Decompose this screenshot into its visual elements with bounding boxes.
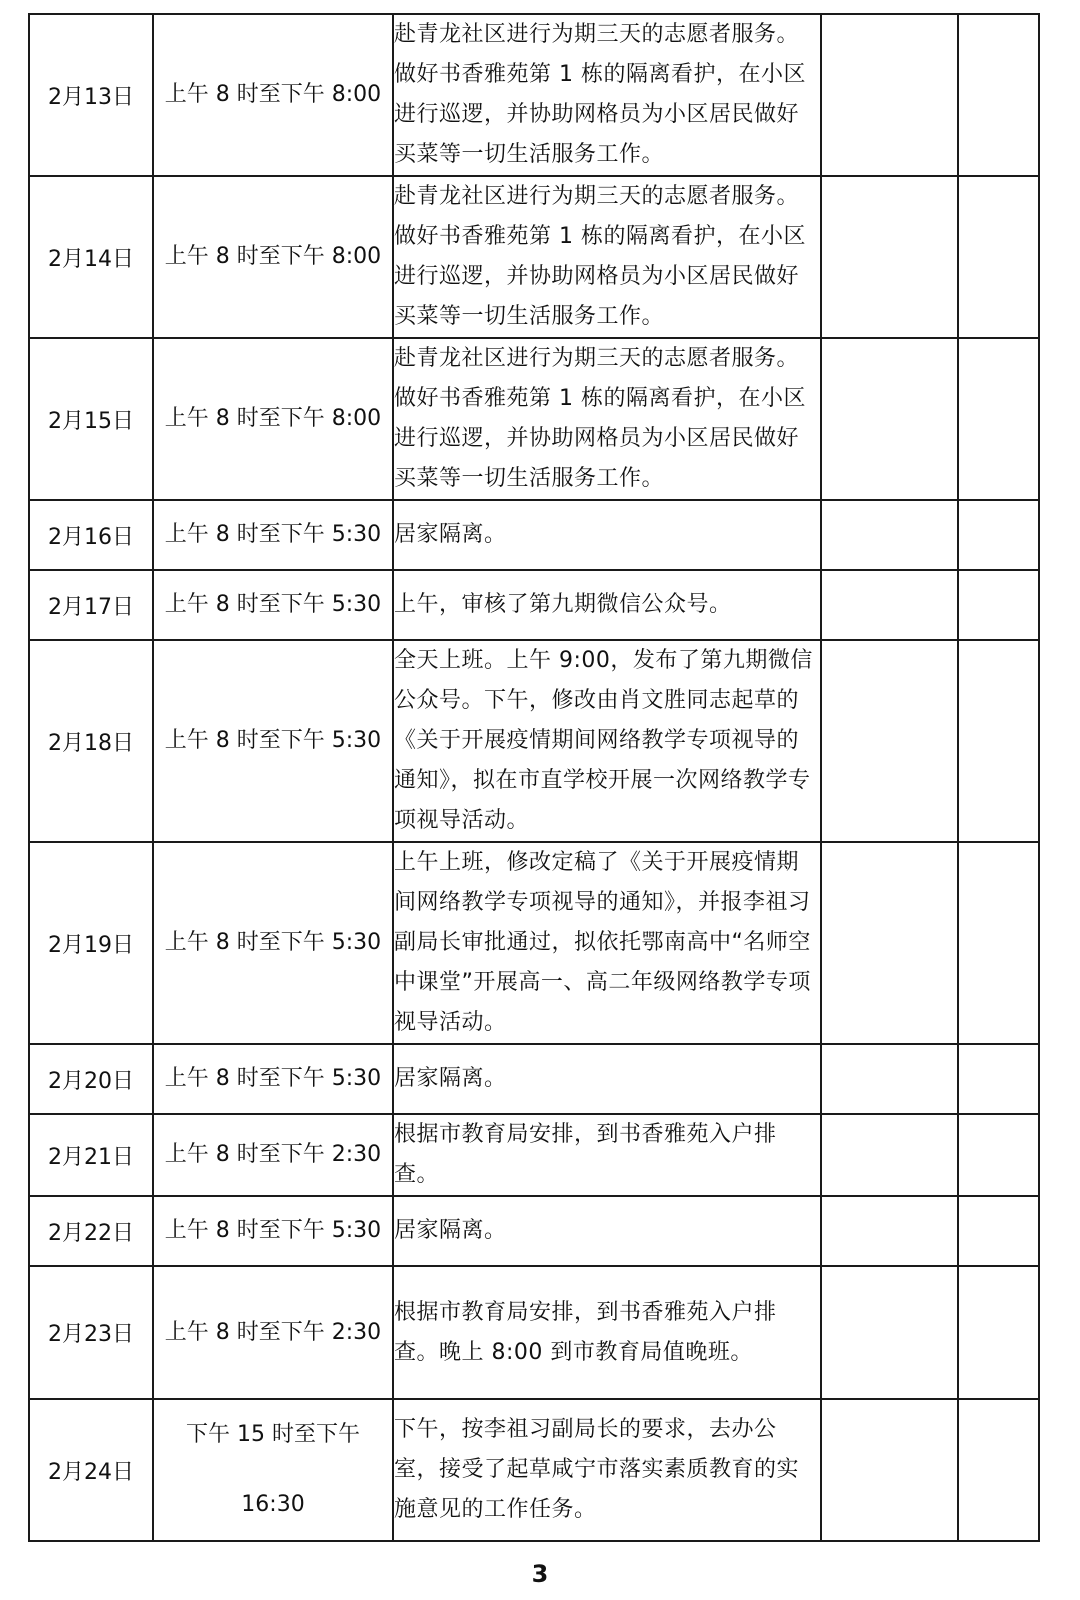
time-cell: 上午 8 时至下午 5:30 [153,842,393,1044]
work-content-cell: 居家隔离。 [393,1196,821,1266]
blank-cell [821,500,958,570]
time-cell: 上午 8 时至下午 8:00 [153,14,393,176]
time-cell: 上午 8 时至下午 2:30 [153,1114,393,1196]
blank-cell [958,640,1039,842]
work-content-cell: 根据市教育局安排，到书香雅苑入户排查。晚上 8:00 到市教育局值晚班。 [393,1266,821,1399]
blank-cell [821,1044,958,1114]
table-row [29,1196,1039,1266]
table-row [29,1399,1039,1541]
date-cell: 2月22日 [29,1196,153,1266]
time-cell: 上午 8 时至下午 5:30 [153,640,393,842]
blank-cell [958,1044,1039,1114]
blank-cell [821,1114,958,1196]
blank-cell [821,1196,958,1266]
date-cell: 2月18日 [29,640,153,842]
date-cell: 2月14日 [29,176,153,338]
time-cell: 上午 8 时至下午 5:30 [153,500,393,570]
blank-cell [958,570,1039,640]
work-content-cell: 上午，审核了第九期微信公众号。 [393,570,821,640]
time-cell: 上午 8 时至下午 2:30 [153,1266,393,1399]
blank-cell [958,500,1039,570]
blank-cell [821,640,958,842]
blank-cell [958,1114,1039,1196]
blank-cell [958,176,1039,338]
table-row [29,14,1039,176]
work-content-cell: 居家隔离。 [393,500,821,570]
time-cell [153,1399,393,1541]
page-number: 3 [531,1560,549,1588]
table-row [29,1044,1039,1114]
date-cell: 2月17日 [29,570,153,640]
time-cell: 上午 8 时至下午 8:00 [153,338,393,500]
date-cell: 2月23日 [29,1266,153,1399]
table-row [29,338,1039,500]
time-text: 下午 15 时至下午 16:30 [186,1422,360,1517]
blank-cell [958,14,1039,176]
table-row [29,570,1039,640]
blank-cell [958,1266,1039,1399]
work-content-cell: 下午，按李祖习副局长的要求，去办公室，接受了起草咸宁市落实素质教育的实施意见的工作任务。 [393,1399,821,1541]
work-log-table [28,13,1040,1542]
date-cell: 2月24日 [29,1399,153,1541]
date-cell: 2月16日 [29,500,153,570]
date-cell: 2月15日 [29,338,153,500]
table-row [29,640,1039,842]
time-cell: 上午 8 时至下午 5:30 [153,1196,393,1266]
blank-cell [958,842,1039,1044]
work-content-cell: 全天上班。上午 9:00，发布了第九期微信公众号。下午，修改由肖文胜同志起草的《关于开展疫情期间网络教学专项视导的通知》，拟在市直学校开展一次网络教学专项视导活动。 [393,640,821,842]
work-content-cell: 居家隔离。 [393,1044,821,1114]
blank-cell [821,14,958,176]
date-cell: 2月19日 [29,842,153,1044]
date-cell: 2月21日 [29,1114,153,1196]
time-cell: 上午 8 时至下午 5:30 [153,570,393,640]
work-content-cell: 根据市教育局安排，到书香雅苑入户排查。 [393,1114,821,1196]
time-cell: 上午 8 时至下午 5:30 [153,1044,393,1114]
time-cell: 上午 8 时至下午 8:00 [153,176,393,338]
date-cell: 2月20日 [29,1044,153,1114]
work-content-cell: 上午上班，修改定稿了《关于开展疫情期间网络教学专项视导的通知》，并报李祖习副局长审批通过，拟依托鄂南高中“名师空中课堂”开展高一、高二年级网络教学专项视导活动。 [393,842,821,1044]
blank-cell [821,570,958,640]
work-content-cell: 赴青龙社区进行为期三天的志愿者服务。做好书香雅苑第 1 栋的隔离看护，在小区进行巡逻，并协助网格员为小区居民做好买菜等一切生活服务工作。 [393,176,821,338]
blank-cell [958,338,1039,500]
blank-cell [821,176,958,338]
blank-cell [821,1266,958,1399]
table-row [29,1114,1039,1196]
work-log-sheet [28,13,1038,1542]
blank-cell [821,842,958,1044]
table-row [29,176,1039,338]
table-row [29,842,1039,1044]
table-row [29,500,1039,570]
blank-cell [821,1399,958,1541]
blank-cell [821,338,958,500]
work-content-cell: 赴青龙社区进行为期三天的志愿者服务。做好书香雅苑第 1 栋的隔离看护，在小区进行巡逻，并协助网格员为小区居民做好买菜等一切生活服务工作。 [393,338,821,500]
work-content-cell: 赴青龙社区进行为期三天的志愿者服务。做好书香雅苑第 1 栋的隔离看护，在小区进行巡逻，并协助网格员为小区居民做好买菜等一切生活服务工作。 [393,14,821,176]
blank-cell [958,1196,1039,1266]
table-row [29,1266,1039,1399]
blank-cell [958,1399,1039,1541]
date-cell: 2月13日 [29,14,153,176]
